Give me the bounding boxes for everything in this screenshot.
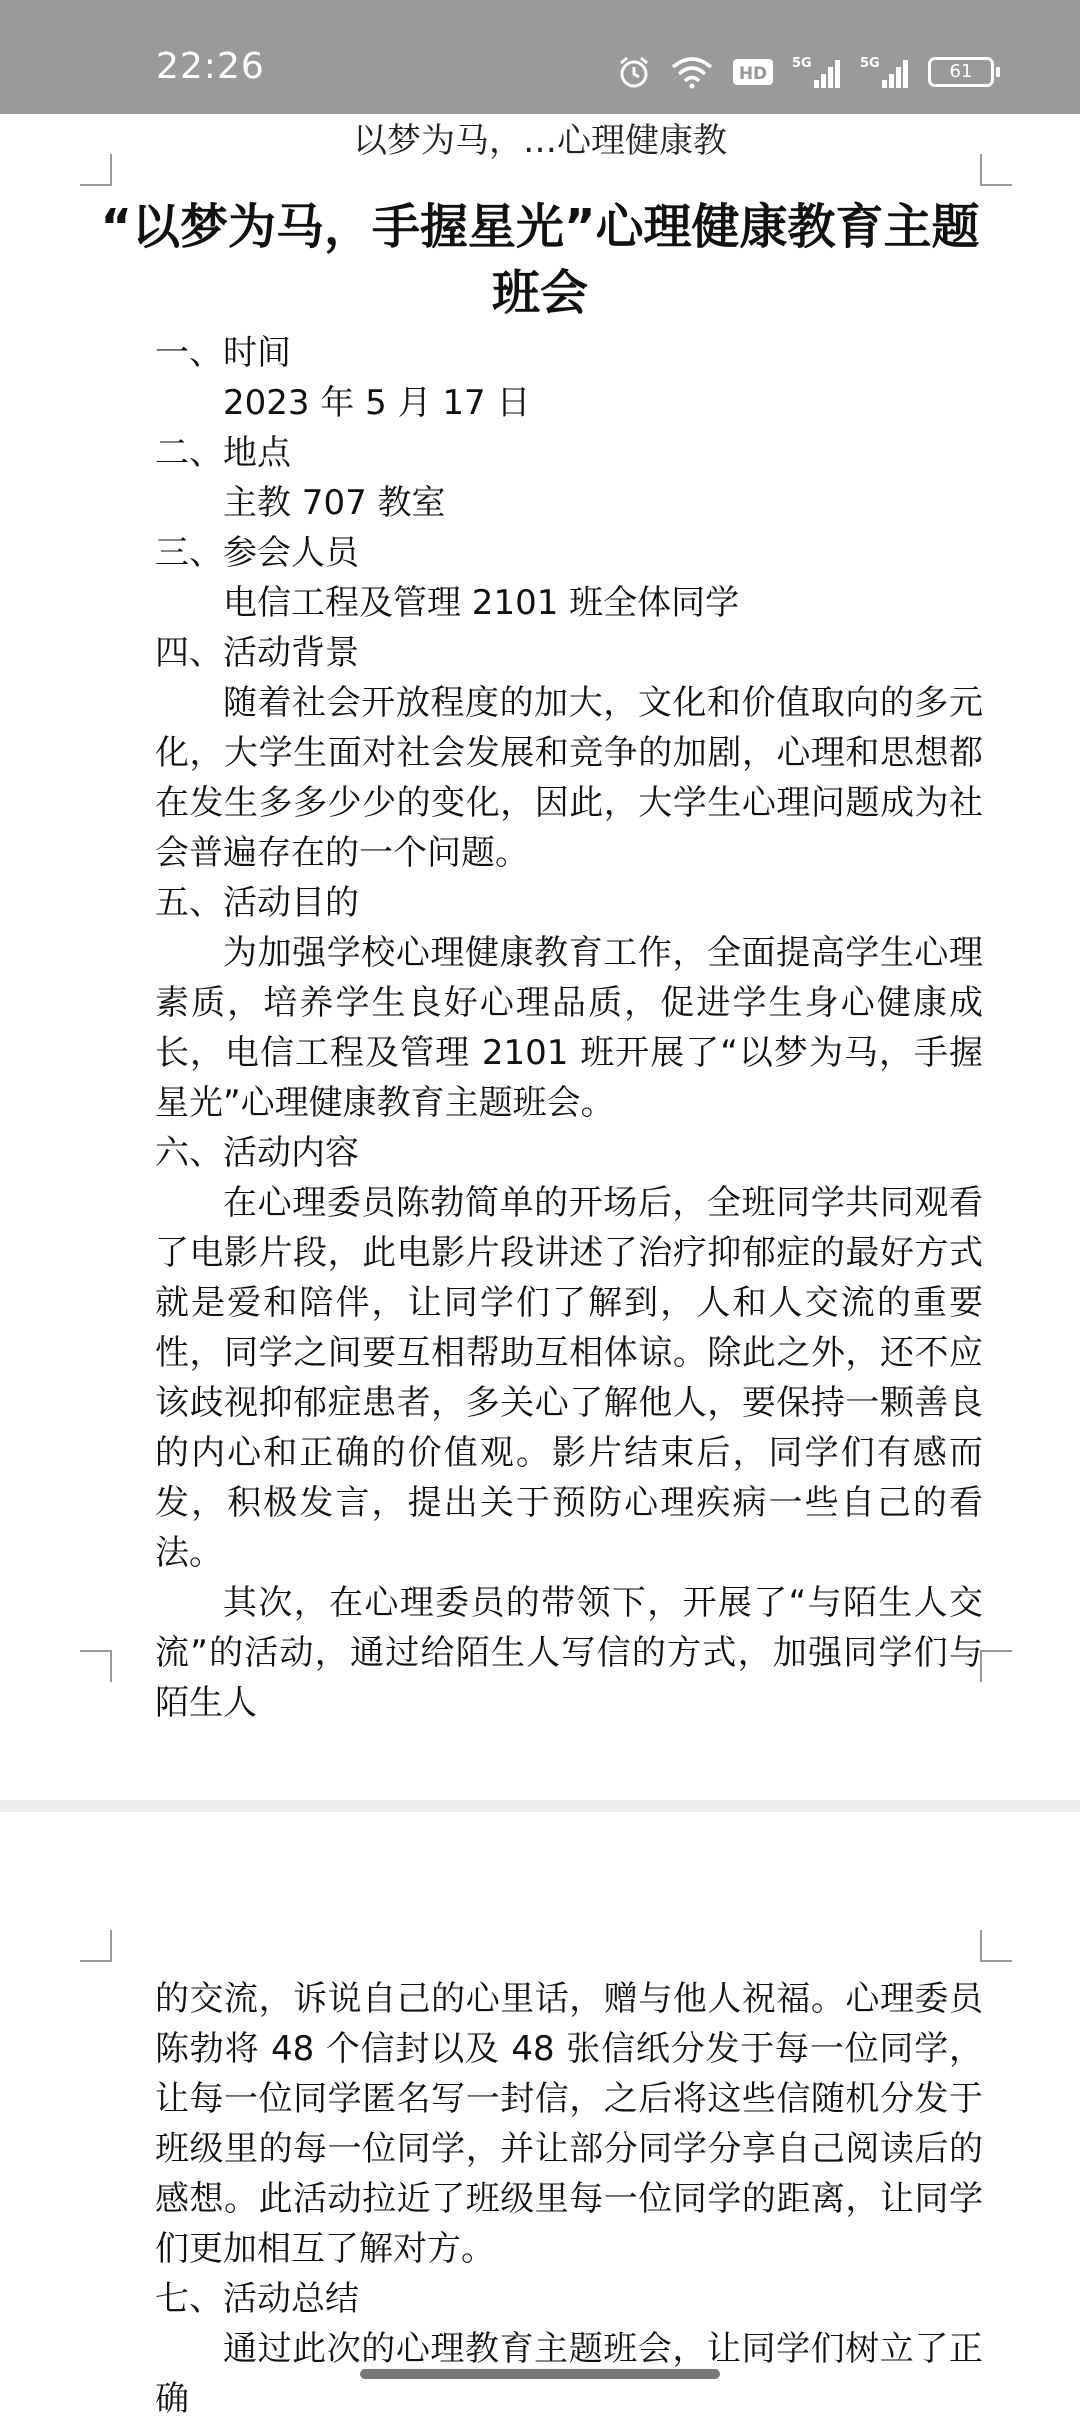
- page-corner-mark: [80, 154, 112, 186]
- status-time: 22:26: [156, 46, 265, 87]
- signal-5g-icon: [792, 54, 842, 90]
- svg-text:5G: 5G: [792, 56, 812, 71]
- section-heading: 四、活动背景: [155, 633, 359, 673]
- section-paragraph: 为加强学校心理健康教育工作，全面提高学生心理素质，培养学生良好心理品质，促进学生身心健康成长，电信工程及管理 2101 班开展了“以梦为马，手握星光”心理健康教育主题班会。: [155, 933, 983, 1123]
- document-title-bar[interactable]: 以梦为马，…心理健康教: [0, 114, 1080, 169]
- section-heading: 七、活动总结: [155, 2279, 359, 2319]
- signal-5g-icon: [860, 54, 910, 90]
- status-icons: [616, 50, 994, 94]
- document-body: [155, 1974, 983, 2424]
- page-corner-mark: [80, 1930, 112, 1962]
- section-paragraph: 随着社会开放程度的加大，文化和价值取向的多元化，大学生面对社会发展和竞争的加剧，心理和思想都在发生多多少少的变化，因此，大学生心理问题成为社会普遍存在的一个问题。: [155, 683, 983, 873]
- document-body: [155, 328, 983, 1728]
- hd-icon: [732, 57, 774, 87]
- section-heading: 六、活动内容: [155, 1133, 359, 1173]
- section-heading: 二、地点: [155, 433, 291, 473]
- section-paragraph: 其次，在心理委员的带领下，开展了“与陌生人交流”的活动，通过给陌生人写信的方式，加强同学们与陌生人: [155, 1583, 983, 1723]
- section-heading: 五、活动目的: [155, 883, 359, 923]
- section-paragraph: 通过此次的心理教育主题班会，让同学们树立了正确: [155, 2329, 983, 2419]
- home-indicator[interactable]: [360, 2369, 720, 2379]
- svg-text:5G: 5G: [860, 56, 880, 71]
- section-paragraph: 的交流，诉说自己的心里话，赠与他人祝福。心理委员陈勃将 48 个信封以及 48 张信纸分发于每一位同学，让每一位同学匿名写一封信，之后将这些信随机分发于班级里的每一位同学，并让部分同学分享自己阅读后的感想。此活动拉近了班级里每一位同学的距离，让同学们更加相互了解对方。: [155, 1979, 983, 2269]
- alarm-icon: [616, 54, 652, 90]
- wifi-icon: [670, 55, 714, 89]
- page-separator: [0, 1800, 1080, 1812]
- battery-indicator: 61: [928, 57, 994, 87]
- section-heading: 三、参会人员: [155, 533, 359, 573]
- status-bar: [0, 0, 1080, 114]
- svg-text:HD: HD: [738, 64, 768, 84]
- page-corner-mark: [980, 154, 1012, 186]
- document-heading: “以梦为马，手握星光”心理健康教育主题班会: [100, 199, 980, 321]
- section-value: 主教 707 教室: [223, 483, 446, 523]
- page-corner-mark: [980, 1930, 1012, 1962]
- page-corner-mark: [980, 1650, 1012, 1682]
- section-heading: 一、时间: [155, 333, 291, 373]
- section-value: 2023 年 5 月 17 日: [223, 383, 531, 423]
- page-corner-mark: [80, 1650, 112, 1682]
- section-value: 电信工程及管理 2101 班全体同学: [223, 583, 740, 623]
- document-page-1[interactable]: [0, 168, 1080, 1800]
- document-page-2[interactable]: [0, 1812, 1080, 2419]
- section-paragraph: 在心理委员陈勃简单的开场后，全班同学共同观看了电影片段，此电影片段讲述了治疗抑郁症的最好方式就是爱和陪伴，让同学们了解到，人和人交流的重要性，同学之间要互相帮助互相体谅。除此之外，还不应该歧视抑郁症患者，多关心了解他人，要保持一颗善良的内心和正确的价值观。影片结束后，同学们有感而发，积极发言，提出关于预防心理疾病一些自己的看法。: [155, 1183, 983, 1573]
